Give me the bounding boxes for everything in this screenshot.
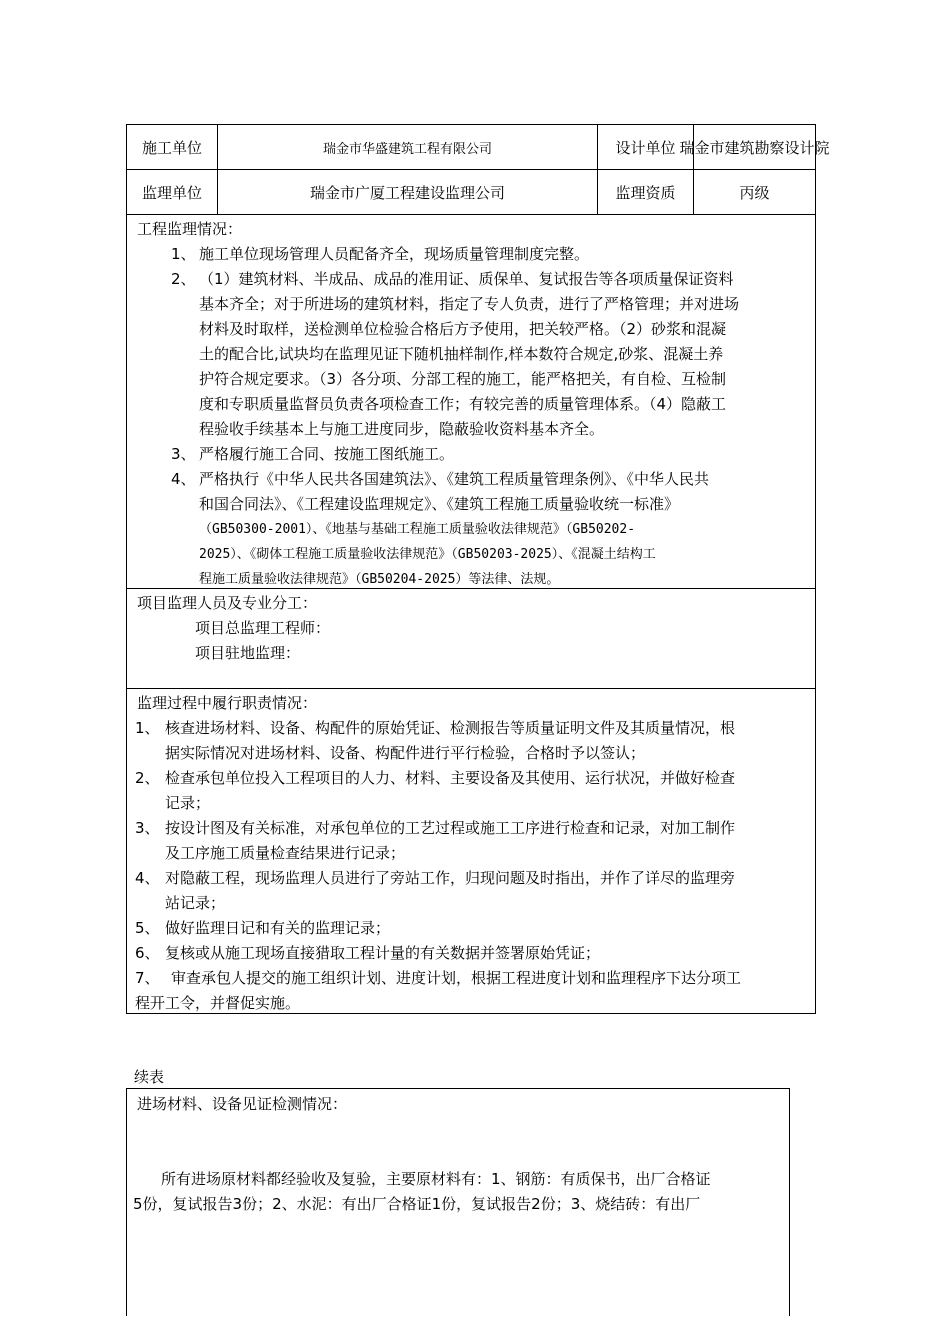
supervisor-label: 监理单位 xyxy=(127,170,218,214)
duties-title: 监理过程中履行职责情况： xyxy=(137,694,318,712)
resident-supervisor-field: 项目驻地监理： xyxy=(195,644,301,662)
duty-item-2-line: 记录； xyxy=(165,794,211,812)
duty-item-4-line: 对隐蔽工程，现场监理人员进行了旁站工作，归现问题及时指出，并作了详尽的监理旁 xyxy=(165,869,736,887)
supervision-report-table xyxy=(126,124,830,1014)
duty-item-2-line: 检查承包单位投入工程项目的人力、材料、主要设备及其使用、运行状况，并做好检查 xyxy=(165,769,736,787)
duty-item-5-number: 5、 xyxy=(135,919,160,937)
quality-item-2-line: 度和专职质量监督员负责各项检查工作；有较完善的质量管理体系。（4）隐蔽工 xyxy=(199,395,727,413)
contractor-label: 施工单位 xyxy=(127,125,218,169)
duty-item-1-line: 据实际情况对进场材料、设备、构配件进行平行检验，合格时予以签认； xyxy=(165,744,646,762)
materials-inspection-title: 进场材料、设备见证检测情况： xyxy=(137,1095,348,1113)
duty-item-1-number: 1、 xyxy=(135,719,160,737)
chief-engineer-field: 项目总监理工程师： xyxy=(195,619,331,637)
quality-item-3-line: 严格履行施工合同、按施工图纸施工。 xyxy=(199,445,455,463)
quality-item-4-line: （GB50300-2001）、《地基与基础工程施工质量验收法律规范》（GB50202- xyxy=(199,522,636,537)
duty-item-4-line: 站记录； xyxy=(165,894,226,912)
staff-title: 项目监理人员及专业分工： xyxy=(137,594,318,612)
quality-item-3-number: 3、 xyxy=(171,445,196,463)
materials-inspection-table xyxy=(126,1088,790,1316)
duty-item-3-number: 3、 xyxy=(135,819,160,837)
duty-item-3-line: 按设计图及有关标准，对承包单位的工艺过程或施工工序进行检查和记录，对加工制作 xyxy=(165,819,736,837)
materials-inspection-line: 所有进场原材料都经验收及复验，主要原材料有：1、钢筋：有质保书，出厂合格证 xyxy=(161,1170,711,1188)
quality-item-4-line: 严格执行《中华人民共各国建筑法》、《建筑工程质量管理条例》、《中华人民共 xyxy=(199,470,710,488)
quality-item-4-line: 和国合同法》、《工程建设监理规定》、《建筑工程施工质量验收统一标准》 xyxy=(199,495,680,513)
quality-item-2-line: 土的配合比,试块均在监理见证下随机抽样制作,样本数符合规定,砂浆、混凝土养 xyxy=(199,345,724,363)
quality-item-2-line: 程验收手续基本上与施工进度同步，隐蔽验收资料基本齐全。 xyxy=(199,420,605,438)
continued-label: 续表 xyxy=(134,1068,165,1086)
supervisor-value: 瑞金市广厦工程建设监理公司 xyxy=(218,170,598,214)
qualification-label: 监理资质 xyxy=(598,170,694,214)
quality-item-1-line: 施工单位现场管理人员配备齐全，现场质量管理制度完整。 xyxy=(199,245,590,263)
duty-item-6-number: 6、 xyxy=(135,944,160,962)
duty-item-1-line: 核查进场材料、设备、构配件的原始凭证、检测报告等质量证明文件及其质量情况，根 xyxy=(165,719,736,737)
designer-label: 设计单位 xyxy=(598,125,694,169)
quality-title: 工程监理情况： xyxy=(137,220,243,238)
quality-item-2-line: 护符合规定要求。（3）各分项、分部工程的施工，能严格把关，有自检、互检制 xyxy=(199,370,727,388)
quality-item-2-line: 基本齐全；对于所进场的建筑材料，指定了专人负责，进行了严格管理；并对进场 xyxy=(199,295,740,313)
quality-item-2-line: 材料及时取样，送检测单位检验合格后方予使用，把关较严格。（2）砂浆和混凝 xyxy=(199,320,727,338)
quality-section xyxy=(127,215,815,589)
qualification-value: 丙级 xyxy=(739,183,770,202)
header-row-supervisor xyxy=(127,170,815,215)
duty-item-6-line: 复核或从施工现场直接猎取工程计量的有关数据并签署原始凭证； xyxy=(165,944,601,962)
quality-item-2-line: （1）建筑材料、半成品、成品的准用证、质保单、复试报告等各项质量保证资料 xyxy=(199,270,734,288)
quality-item-4-line: 2025）、《砌体工程施工质量验收法律规范》（GB50203-2025）、《混凝土结构工 xyxy=(199,547,656,562)
duty-item-7-number: 7、 xyxy=(135,969,160,987)
duty-item-4-number: 4、 xyxy=(135,869,160,887)
contractor-value: 瑞金市华盛建筑工程有限公司 xyxy=(218,125,598,169)
designer-value: 瑞金市建筑勘察设计院 xyxy=(679,138,830,157)
duty-item-5-line: 做好监理日记和有关的监理记录； xyxy=(165,919,391,937)
materials-inspection-line: 5份，复试报告3份；2、水泥：有出厂合格证1份，复试报告2份；3、烧结砖：有出厂 xyxy=(133,1195,701,1213)
staff-section xyxy=(127,589,815,689)
quality-item-2-number: 2、 xyxy=(171,270,196,288)
duty-item-2-number: 2、 xyxy=(135,769,160,787)
quality-item-4-number: 4、 xyxy=(171,470,196,488)
quality-item-4-line: 程施工质量验收法律规范》（GB50204-2025）等法律、法规。 xyxy=(199,572,560,587)
duty-item-7-line: 程开工令，并督促实施。 xyxy=(135,994,301,1012)
quality-item-1-number: 1、 xyxy=(171,245,196,263)
duties-section xyxy=(127,689,815,1013)
header-row-contractor xyxy=(127,125,830,170)
duty-item-7-line: 审查承包人提交的施工组织计划、进度计划，根据工程进度计划和监理程序下达分项工 xyxy=(171,969,742,987)
duty-item-3-line: 及工序施工质量检查结果进行记录； xyxy=(165,844,406,862)
